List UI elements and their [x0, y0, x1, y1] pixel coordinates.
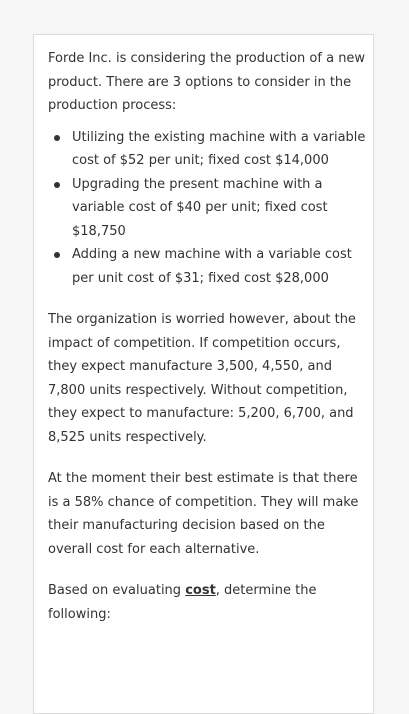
bullet-icon — [54, 252, 60, 258]
estimate-paragraph: At the moment their best estimate is that there is a 58% chance of competition. They will make their manufacturing decision based on the overall cost for each alternative. — [48, 471, 359, 557]
cost-emphasis: cost — [185, 583, 216, 598]
intro-paragraph: Forde Inc. is considering the production of a new product. There are 3 options to consider in the production process: — [48, 51, 366, 113]
final-paragraph — [48, 579, 366, 626]
option-text: Upgrading the present machine with a variable cost of $40 per unit; fixed cost $18,750 — [72, 176, 328, 239]
final-prefix: Based on evaluating — [48, 583, 186, 598]
bullet-icon — [54, 182, 60, 188]
option-item — [48, 126, 366, 173]
question-content — [48, 47, 366, 626]
bullet-icon — [54, 135, 60, 141]
option-item — [48, 173, 366, 244]
options-list — [48, 126, 366, 291]
option-item — [48, 243, 366, 290]
competition-paragraph: The organization is worried however, about the impact of competition. If competition occurs, they expect manufacture 3,500, 4,550, and 7,800 units respectively. Without competition, they expect to manufacture: 5,200, 6,700, and 8,525 units respectively. — [48, 312, 356, 445]
question-panel — [33, 34, 374, 714]
option-text: Adding a new machine with a variable cost per unit cost of $31; fixed cost $28,000 — [72, 247, 352, 286]
final-suffix: , determine the following: — [48, 583, 317, 622]
option-text: Utilizing the existing machine with a variable cost of $52 per unit; fixed cost $14,000 — [72, 129, 366, 168]
